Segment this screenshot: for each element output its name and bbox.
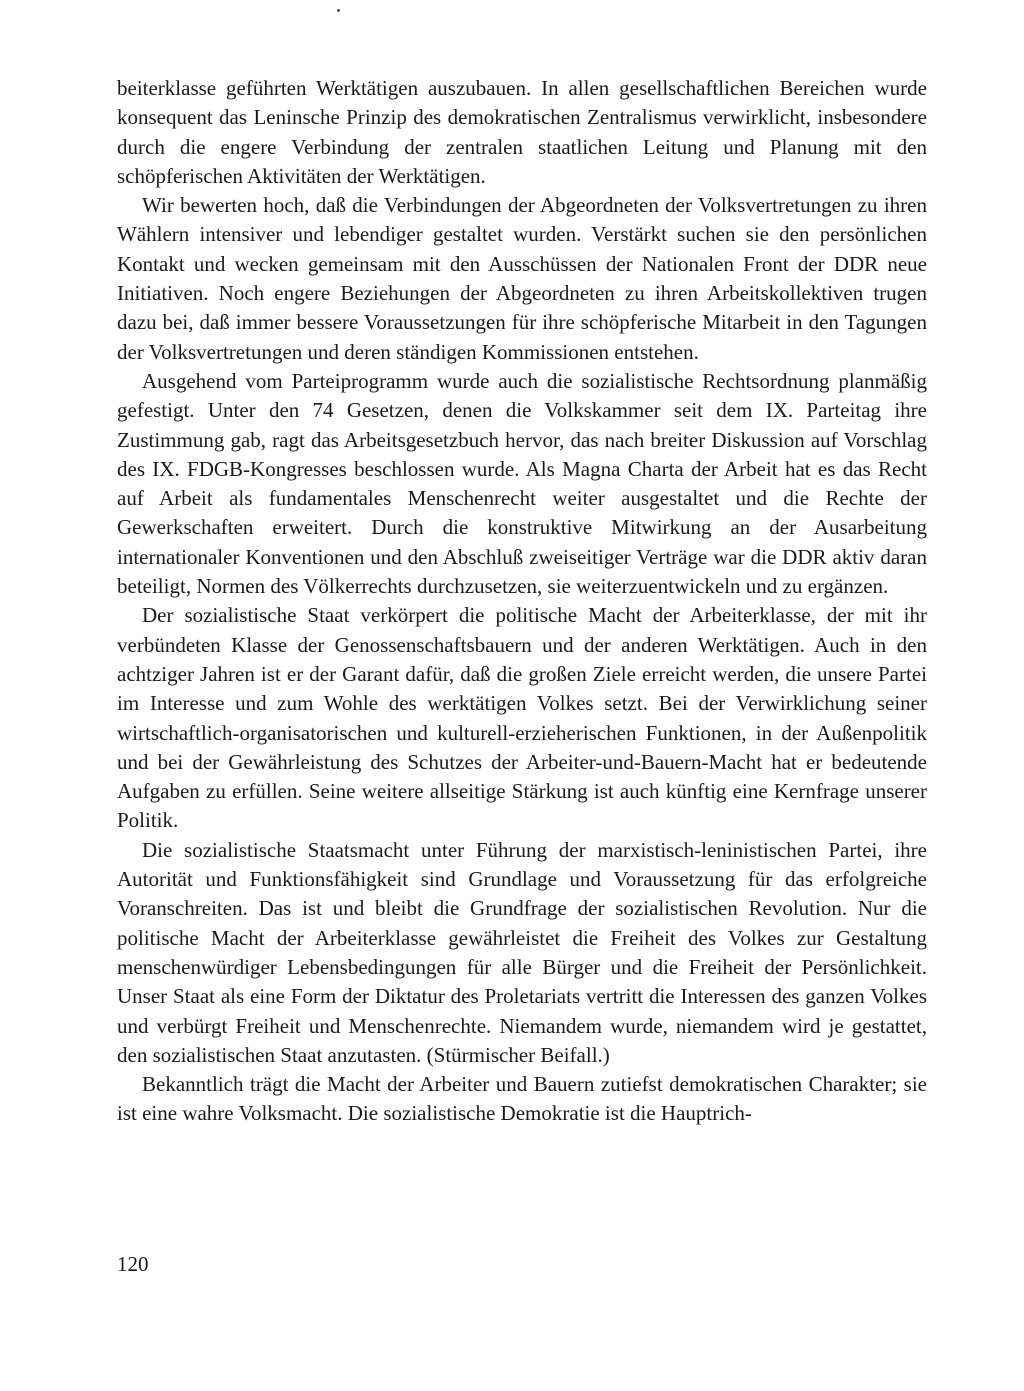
body-text (117, 74, 927, 1129)
paragraph-3: Ausgehend vom Parteiprogramm wurde auch die sozialistische Rechtsordnung planmäßig gefestigt. Unter den 74 Gesetzen, denen die Volkskammer seit dem IX. Parteitag ihre Zustimmung gab, ragt das Arbeitsgesetzbuch hervor, das nach breiter Diskussion auf Vorschlag des IX. FDGB-Kongresses beschlossen wurde. Als Magna Charta der Arbeit hat es das Recht auf Arbeit als fundamentales Menschenrecht weiter ausgestaltet und die Rechte der Gewerkschaften erweitert. Durch die konstruktive Mitwirkung an der Ausarbeitung internationaler Konventionen und den Abschluß zweiseitiger Verträge war die DDR aktiv daran beteiligt, Normen des Völkerrechts durchzusetzen, sie weiterzuentwickeln und zu ergänzen. (117, 368, 927, 599)
paragraph-2: Wir bewerten hoch, daß die Verbindungen der Abgeordneten der Volksvertretungen zu ihren Wählern intensiver und lebendiger gestaltet wurden. Verstärkt suchen sie den persönlichen Kontakt und wecken gemeinsam mit den Ausschüssen der Nationalen Front der DDR neue Initiativen. Noch engere Beziehungen der Abgeordneten zu ihren Arbeitskollektiven trugen dazu bei, daß immer bessere Voraussetzungen für ihre schöpferische Mitarbeit in den Tagungen der Volksvertretungen und deren ständigen Kommissionen entstehen. (117, 193, 927, 364)
paragraph-1: beiterklasse geführten Werktätigen auszubauen. In allen gesellschaftlichen Bereichen wurde konsequent das Leninsche Prinzip des demokratischen Zentralismus verwirklicht, insbesondere durch die engere Verbindung der zentralen staatlichen Leitung und Planung mit den schöpferischen Aktivitäten der Werktätigen. (117, 76, 927, 188)
paragraph-6: Bekanntlich trägt die Macht der Arbeiter und Bauern zutiefst demokratischen Charakter; sie ist eine wahre Volksmacht. Die sozialistische Demokratie ist die Hauptrich- (117, 1072, 927, 1126)
paragraph-5: Die sozialistische Staatsmacht unter Führung der marxistisch-leninistischen Partei, ihre Autorität und Funktionsfähigkeit sind Grundlage und Voraussetzung für das erfolgreiche Voranschreiten. Das ist und bleibt die Grundfrage der sozialistischen Revolution. Nur die politische Macht der Arbeiterklasse gewährleistet die Freiheit des Volkes zur Gestaltung menschenwürdiger Lebensbedingungen für alle Bürger und die Freiheit der Persönlichkeit. Unser Staat als eine Form der Diktatur des Proletariats vertritt die Interessen des ganzen Volkes und verbürgt Freiheit und Menschenrechte. Niemandem wurde, niemandem wird je gestattet, den sozialistischen Staat anzutasten. (Stürmischer Beifall.) (117, 837, 927, 1067)
paragraph-4: Der sozialistische Staat verkörpert die politische Macht der Arbeiterklasse, der mit ihr verbündeten Klasse der Genossenschaftsbauern und der anderen Werktätigen. Auch in den achtziger Jahren ist er der Garant dafür, daß die großen Ziele erreicht werden, die unsere Partei im Interesse und zum Wohle des werktätigen Volkes setzt. Bei der Verwirklichung seiner wirtschaftlich-organisatorischen und kulturell-erzieherischen Funktionen, in der Außenpolitik und bei der Gewährleistung des Schutzes der Arbeiter-und-Bauern-Macht hat er bedeutende Aufgaben zu erfüllen. Seine weitere allseitige Stärkung ist auch künftig eine Kernfrage unserer Politik. (117, 603, 927, 833)
scan-speck (337, 9, 340, 12)
page-number: 120 (117, 1252, 149, 1276)
